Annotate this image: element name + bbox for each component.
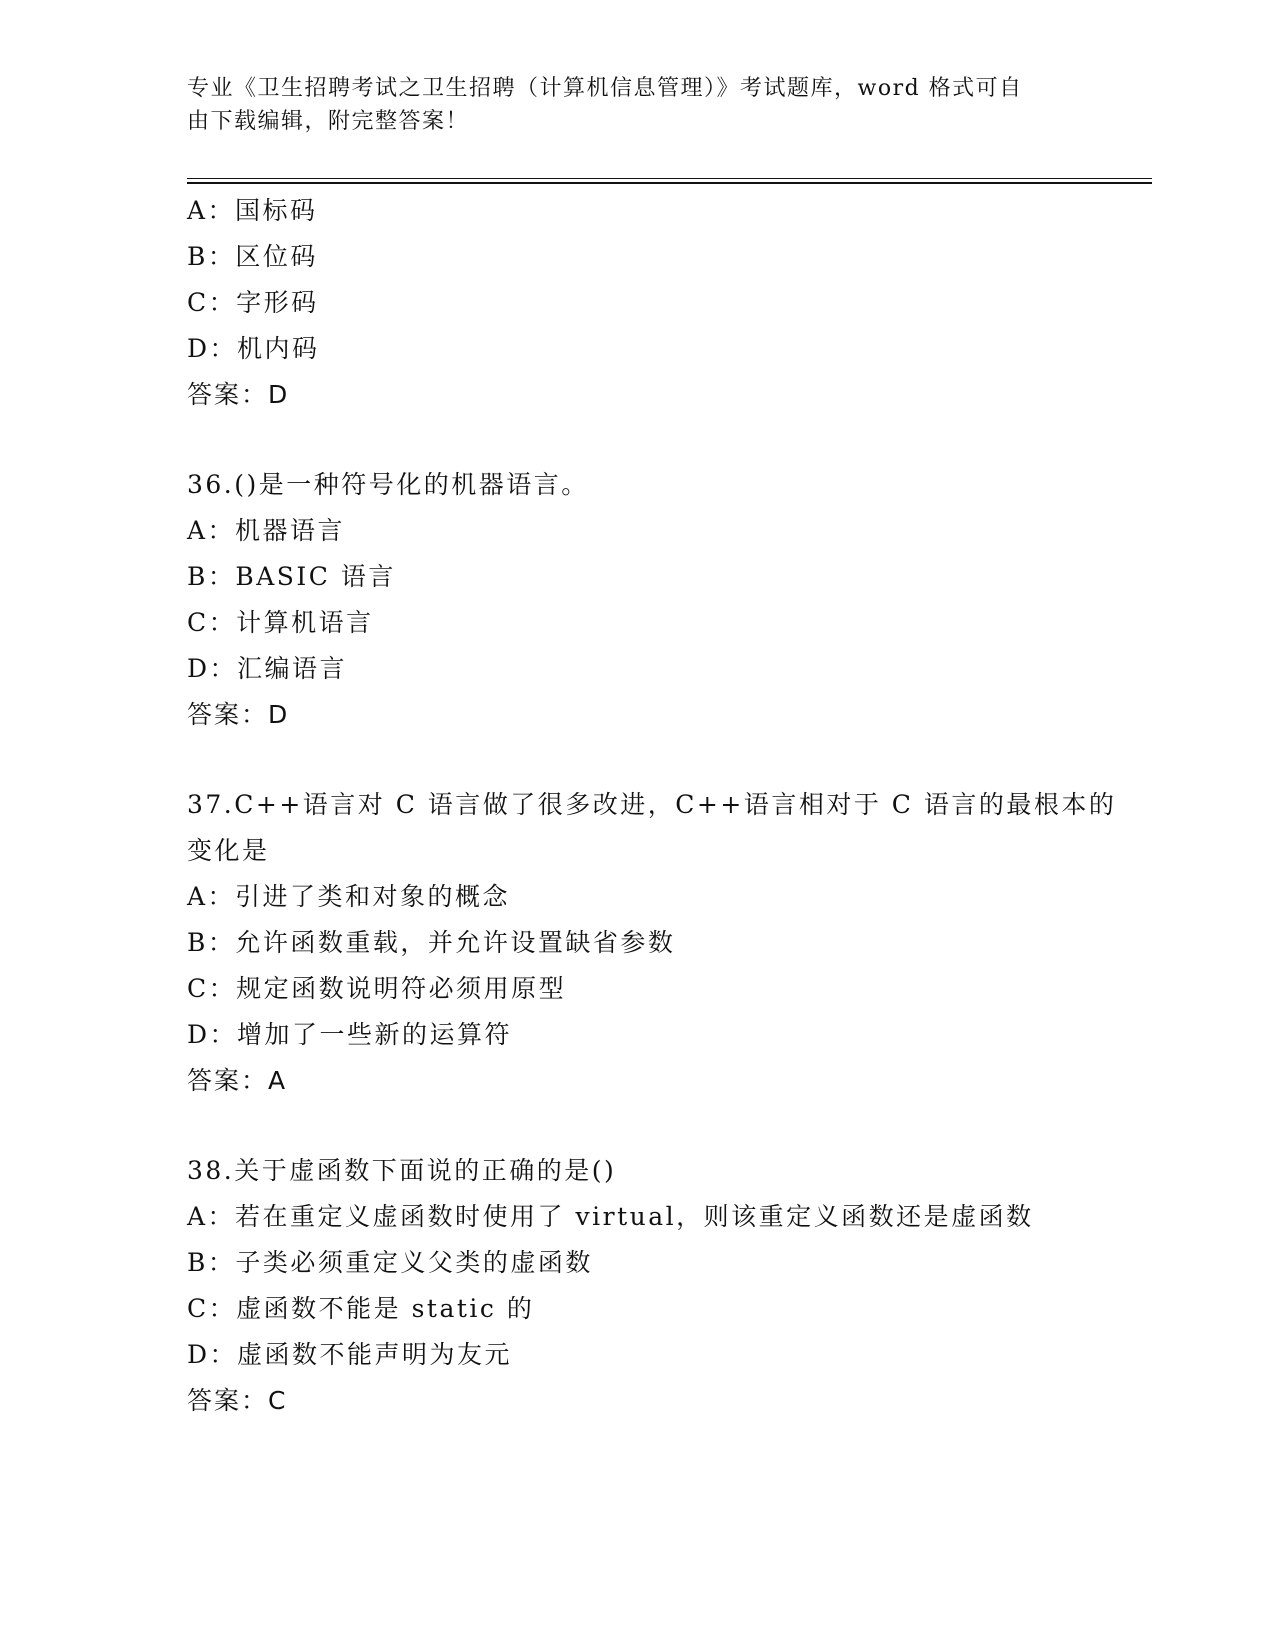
option-c: C：规定函数说明符必须用原型 xyxy=(187,974,567,1003)
option-d: D：虚函数不能声明为友元 xyxy=(187,1340,513,1369)
answer-line: 答案：D xyxy=(187,380,290,409)
option-a: A：引进了类和对象的概念 xyxy=(187,882,511,911)
answer-line: 答案：D xyxy=(187,700,290,729)
option-d: D：增加了一些新的运算符 xyxy=(187,1020,513,1049)
spacer xyxy=(187,418,1147,462)
question-36 xyxy=(187,462,1147,738)
option-c: C：虚函数不能是 static 的 xyxy=(187,1294,535,1323)
option-a: A：若在重定义虚函数时使用了 virtual，则该重定义函数还是虚函数 xyxy=(187,1202,1034,1231)
option-b: B：区位码 xyxy=(187,242,318,271)
header-divider-top xyxy=(187,178,1152,179)
header-divider-bottom xyxy=(187,182,1152,184)
document-header xyxy=(187,72,1067,138)
answer-line: 答案：A xyxy=(187,1066,288,1095)
answer-line: 答案：C xyxy=(187,1386,288,1415)
spacer xyxy=(187,738,1147,782)
question-text-line-1: 37.C++语言对 C 语言做了很多改进，C++语言相对于 C 语言的最根本的 xyxy=(187,790,1117,819)
header-line-2: 由下载编辑，附完整答案！ xyxy=(187,109,470,134)
question-37 xyxy=(187,782,1147,1104)
question-35-continued xyxy=(187,188,1147,418)
option-a: A：机器语言 xyxy=(187,516,346,545)
spacer xyxy=(187,1104,1147,1148)
question-text: 38.关于虚函数下面说的正确的是() xyxy=(187,1156,617,1185)
option-b: B：子类必须重定义父类的虚函数 xyxy=(187,1248,593,1277)
option-d: D：机内码 xyxy=(187,334,320,363)
option-d: D：汇编语言 xyxy=(187,654,348,683)
question-text-line-2: 变化是 xyxy=(187,836,270,865)
option-b: B：允许函数重载，并允许设置缺省参数 xyxy=(187,928,676,957)
header-line-1: 专业《卫生招聘考试之卫生招聘（计算机信息管理）》考试题库，word 格式可自 xyxy=(187,76,1023,101)
option-b: B：BASIC 语言 xyxy=(187,562,396,591)
question-text: 36.()是一种符号化的机器语言。 xyxy=(187,470,589,499)
option-a: A：国标码 xyxy=(187,196,318,225)
question-list xyxy=(187,188,1147,1424)
option-c: C：计算机语言 xyxy=(187,608,374,637)
question-38 xyxy=(187,1148,1147,1424)
option-c: C：字形码 xyxy=(187,288,319,317)
